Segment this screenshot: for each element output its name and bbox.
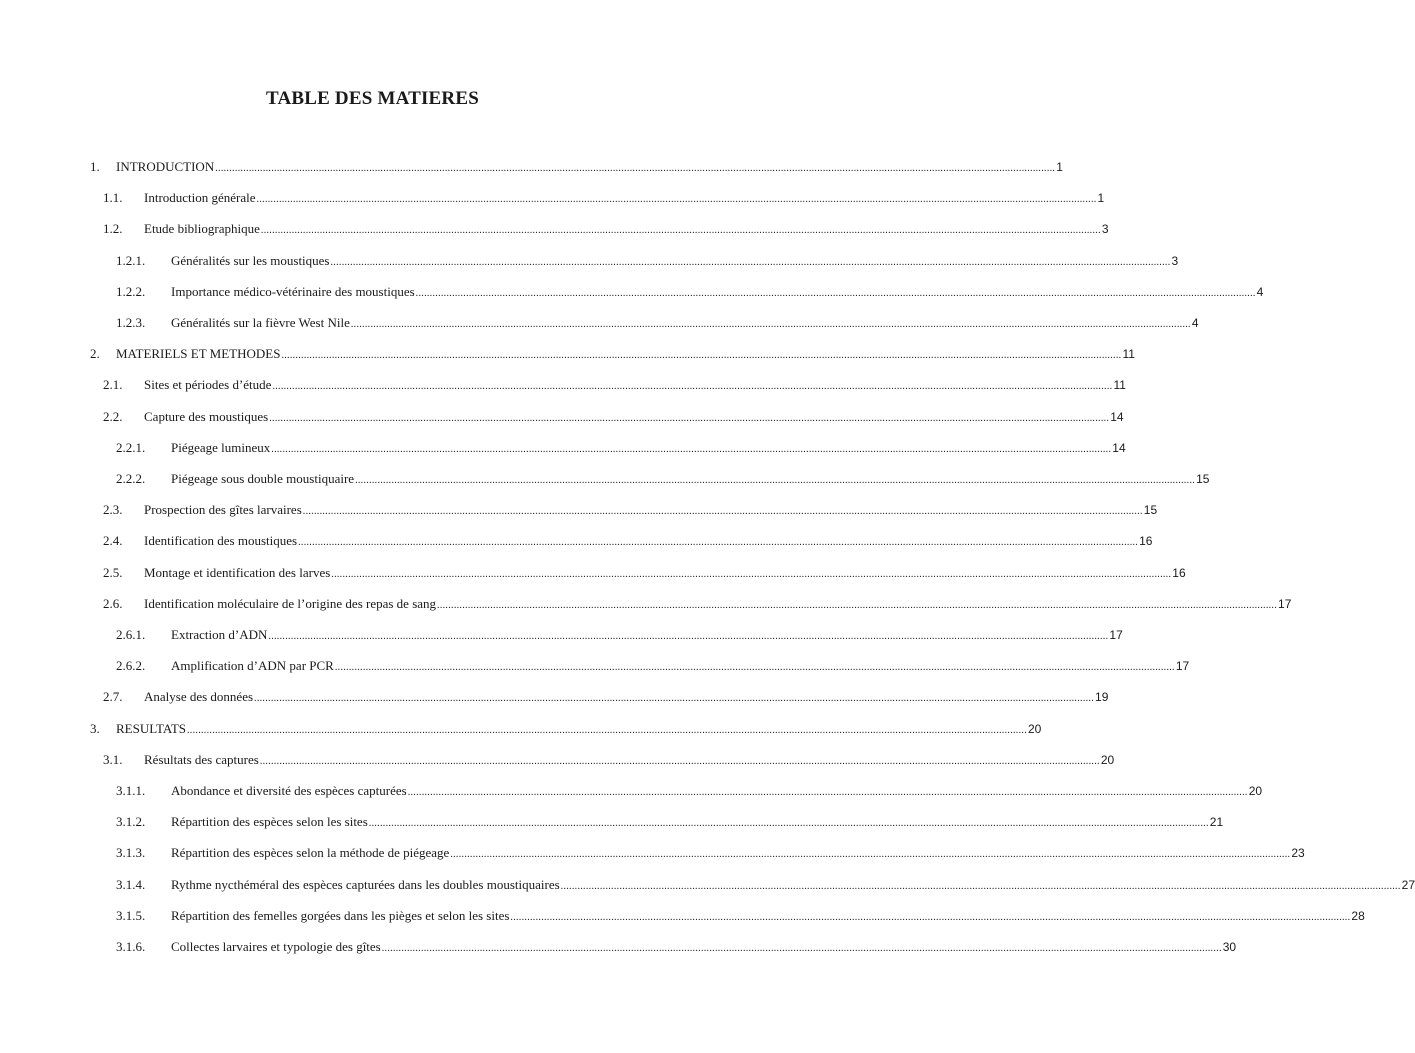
toc-entry-label: Généralités sur les moustiques — [171, 253, 330, 268]
toc-entry-page: 19 — [1095, 690, 1109, 704]
toc-entry-label: Importance médico-vétérinaire des moustiques — [171, 284, 415, 299]
dot-leader: ............................................................................................................................................................................................................................................................................................................ — [355, 475, 1196, 486]
toc-entry[interactable] — [103, 750, 1115, 770]
toc-entry[interactable] — [116, 625, 1123, 645]
toc-entry-number: 2.2.1. — [116, 440, 146, 455]
toc-entry-label: Répartition des espèces selon la méthode de piégeage — [171, 845, 450, 860]
toc-entry-number: 2.3. — [103, 502, 123, 517]
toc-entry-label: Introduction générale — [144, 190, 256, 205]
toc-entry-label: INTRODUCTION — [116, 159, 215, 174]
toc-entry-number: 2.6.1. — [116, 627, 146, 642]
toc-entry-label: Rythme nycthéméral des espèces capturées dans les doubles moustiquaires — [171, 877, 560, 892]
toc-entry-label: Abondance et diversité des espèces capturées — [171, 783, 407, 798]
toc-entry-label: Identification moléculaire de l’origine des repas de sang — [144, 596, 437, 611]
toc-entry-page: 15 — [1196, 472, 1210, 486]
toc-entry-page: 11 — [1113, 378, 1126, 392]
toc-entry-label: Piégeage sous double moustiquaire — [171, 471, 355, 486]
toc-entry-page: 21 — [1209, 815, 1224, 829]
toc-entry-page: 15 — [1143, 503, 1158, 517]
toc-entry-page: 16 — [1172, 566, 1186, 580]
dot-leader: ............................................................................................................................................................................................................................................................................................................ — [368, 818, 1209, 829]
dot-leader: ............................................................................................................................................................................................................................................................................................................ — [450, 849, 1291, 860]
dot-leader: ............................................................................................................................................................................................................................................................................................................ — [334, 662, 1175, 673]
toc-entry-number: 1.2.3. — [116, 315, 146, 330]
toc-entry-page: 11 — [1122, 347, 1135, 361]
toc-entry[interactable] — [116, 875, 1415, 895]
toc-entry-label: Montage et identification des larves — [144, 565, 331, 580]
toc-entry-page: 17 — [1109, 628, 1123, 642]
toc-entry-number: 2.1. — [103, 377, 123, 392]
toc-entry[interactable] — [116, 906, 1365, 926]
dot-leader: ............................................................................................................................................................................................................................................................................................................ — [271, 444, 1112, 455]
toc-entry-label: Collectes larvaires et typologie des gîtes — [171, 939, 381, 954]
dot-leader: ............................................................................................................................................................................................................................................................................................................ — [350, 319, 1191, 330]
dot-leader: ............................................................................................................................................................................................................................................................................................................ — [407, 787, 1248, 798]
toc-entry[interactable] — [116, 937, 1237, 957]
toc-entry-number: 2.7. — [103, 689, 123, 704]
toc-entry-label: Répartition des femelles gorgées dans les pièges et selon les sites — [171, 908, 510, 923]
toc-entry-number: 1.2. — [103, 221, 123, 236]
dot-leader: ............................................................................................................................................................................................................................................................................................................ — [256, 194, 1097, 205]
dot-leader: ............................................................................................................................................................................................................................................................................................................ — [259, 756, 1100, 767]
toc-entry-page: 14 — [1112, 441, 1126, 455]
toc-entry-page: 14 — [1110, 410, 1124, 424]
toc-entry[interactable] — [103, 531, 1153, 551]
dot-leader: ............................................................................................................................................................................................................................................................................................................ — [187, 725, 1027, 736]
toc-entry-label: Identification des moustiques — [144, 533, 298, 548]
dot-leader: ............................................................................................................................................................................................................................................................................................................ — [268, 631, 1109, 642]
toc-entry-page: 3 — [1171, 254, 1179, 268]
toc-entry[interactable] — [116, 656, 1190, 676]
page-title: TABLE DES MATIERES — [265, 88, 479, 109]
dot-leader: ............................................................................................................................................................................................................................................................................................................ — [330, 257, 1171, 268]
toc-entry-page: 17 — [1278, 597, 1292, 611]
dot-leader: ............................................................................................................................................................................................................................................................................................................ — [215, 163, 1056, 174]
toc-entry-label: RESULTATS — [116, 721, 186, 736]
toc-entry-number: 1.2.2. — [116, 284, 146, 299]
toc-entry[interactable] — [116, 282, 1264, 302]
toc-entry-label: Capture des moustiques — [144, 409, 269, 424]
toc-entry-label: MATERIELS ET METHODES — [116, 346, 281, 361]
toc-entry[interactable] — [116, 781, 1263, 801]
toc-entry-page: 17 — [1175, 659, 1190, 673]
toc-entry-number: 3.1.1. — [116, 783, 146, 798]
toc-entry-page: 28 — [1351, 909, 1365, 923]
dot-leader: ............................................................................................................................................................................................................................................................................................................ — [331, 569, 1172, 580]
toc-entry-number: 3.1. — [103, 752, 123, 767]
toc-entry-label: Prospection des gîtes larvaires — [144, 502, 302, 517]
toc-entry-number: 3.1.5. — [116, 908, 146, 923]
toc-entry-number: 3.1.6. — [116, 939, 146, 954]
dot-leader: ............................................................................................................................................................................................................................................................................................................ — [437, 600, 1278, 611]
toc-entry[interactable] — [103, 188, 1105, 208]
toc-entry-page: 20 — [1100, 753, 1115, 767]
toc-entry-number: 1.1. — [103, 190, 123, 205]
toc-entry-number: 2.6.2. — [116, 658, 146, 673]
toc-entry-number: 3.1.2. — [116, 814, 146, 829]
toc-entry[interactable] — [116, 812, 1224, 832]
toc-entry[interactable] — [103, 219, 1109, 239]
dot-leader: ............................................................................................................................................................................................................................................................................................................ — [415, 288, 1256, 299]
toc-entry-number: 3.1.4. — [116, 877, 146, 892]
toc-entry[interactable] — [116, 438, 1126, 458]
dot-leader: ............................................................................................................................................................................................................................................................................................................ — [272, 381, 1113, 392]
toc-entry-page: 1 — [1056, 160, 1063, 174]
toc-entry-page: 20 — [1028, 722, 1042, 736]
toc-entry-label: Généralités sur la fièvre West Nile — [171, 315, 350, 330]
toc-entry[interactable] — [90, 157, 1063, 177]
toc-entry[interactable] — [116, 251, 1179, 271]
dot-leader: ............................................................................................................................................................................................................................................................................................................ — [560, 881, 1401, 892]
toc-entry-page: 16 — [1139, 534, 1153, 548]
toc-entry-label: Répartition des espèces selon les sites — [171, 814, 368, 829]
dot-leader: ............................................................................................................................................................................................................................................................................................................ — [298, 537, 1139, 548]
toc-entry[interactable] — [103, 563, 1186, 583]
toc-entry-page: 3 — [1101, 222, 1109, 236]
toc-entry[interactable] — [103, 594, 1292, 614]
toc-entry-page: 27 — [1401, 878, 1415, 892]
toc-entry-number: 2. — [90, 346, 100, 361]
dot-leader: ............................................................................................................................................................................................................................................................................................................ — [510, 912, 1351, 923]
dot-leader: ............................................................................................................................................................................................................................................................................................................ — [281, 350, 1122, 361]
toc-entry-page: 30 — [1222, 940, 1237, 954]
toc-entry-number: 1.2.1. — [116, 253, 146, 268]
toc-entry[interactable] — [90, 344, 1135, 364]
toc-entry-number: 2.6. — [103, 596, 123, 611]
toc-entry[interactable] — [103, 687, 1109, 707]
toc-entry-label: Résultats des captures — [144, 752, 259, 767]
toc-entry[interactable] — [116, 469, 1210, 489]
toc-entry-page: 20 — [1248, 784, 1263, 798]
dot-leader: ............................................................................................................................................................................................................................................................................................................ — [260, 225, 1101, 236]
toc-entry-number: 2.2. — [103, 409, 123, 424]
toc-entry-number: 1. — [90, 159, 100, 174]
toc-entry[interactable] — [116, 843, 1305, 863]
toc-entry[interactable] — [103, 407, 1124, 427]
toc-entry-number: 2.2.2. — [116, 471, 146, 486]
toc-entry-label: Sites et périodes d’étude — [144, 377, 272, 392]
toc-entry-number: 2.4. — [103, 533, 123, 548]
toc-entry-page: 4 — [1256, 285, 1264, 299]
toc-entry-label: Extraction d’ADN — [171, 627, 268, 642]
dot-leader: ............................................................................................................................................................................................................................................................................................................ — [302, 506, 1143, 517]
toc-entry[interactable] — [103, 500, 1158, 520]
toc-entry-number: 3.1.3. — [116, 845, 146, 860]
toc-entry-label: Piégeage lumineux — [171, 440, 271, 455]
toc-entry-label: Etude bibliographique — [144, 221, 260, 236]
dot-leader: ............................................................................................................................................................................................................................................................................................................ — [269, 413, 1110, 424]
toc-entry[interactable] — [103, 375, 1126, 395]
toc-entry-number: 3. — [90, 721, 100, 736]
toc-entry[interactable] — [116, 313, 1199, 333]
toc-entry-page: 4 — [1191, 316, 1199, 330]
dot-leader: ............................................................................................................................................................................................................................................................................................................ — [254, 693, 1095, 704]
toc-entry-label: Amplification d’ADN par PCR — [171, 658, 334, 673]
toc-entry-label: Analyse des données — [144, 689, 254, 704]
toc-entry-page: 23 — [1291, 846, 1305, 860]
dot-leader: ............................................................................................................................................................................................................................................................................................................ — [381, 943, 1222, 954]
toc-entry-number: 2.5. — [103, 565, 123, 580]
toc-entry-page: 1 — [1097, 191, 1105, 205]
toc-entry[interactable] — [90, 719, 1042, 739]
